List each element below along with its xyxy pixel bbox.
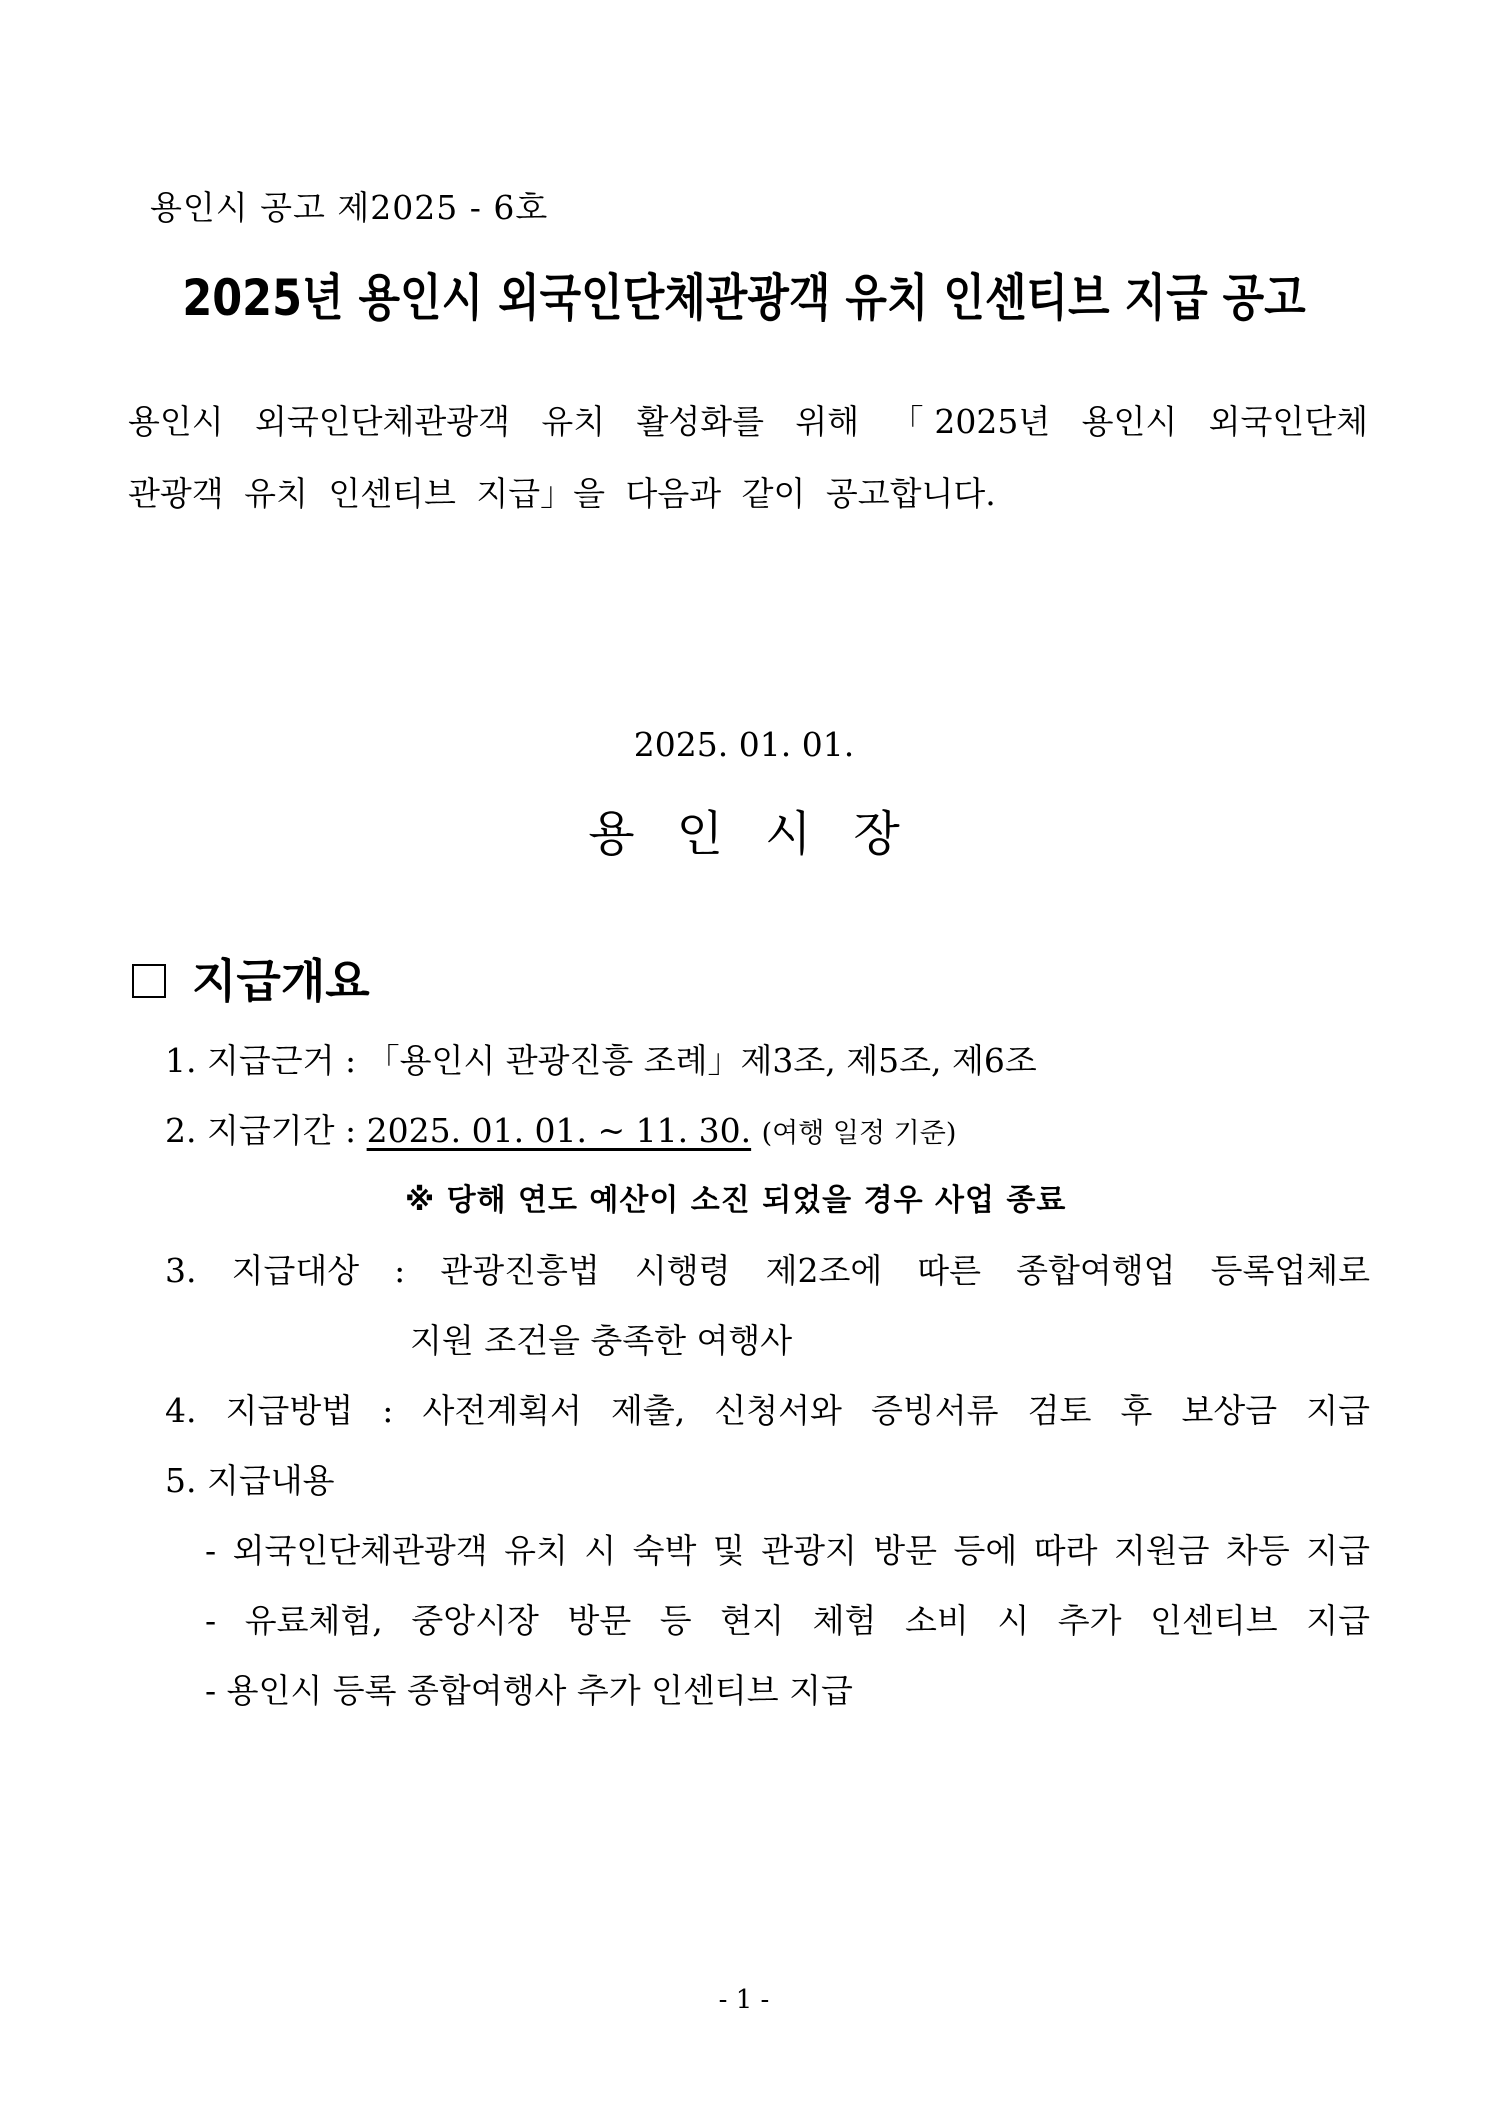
document-title: 2025년 용인시 외국인단체관광객 유치 인센티브 지급 공고 [182, 269, 1306, 327]
item-number: 3. [165, 1251, 197, 1290]
item-target [165, 1245, 1370, 1292]
item-period [165, 1105, 956, 1152]
budget-note: ※ 당해 연도 예산이 소진 되었을 경우 사업 종료 [405, 1183, 1067, 1218]
section-heading [132, 945, 370, 1011]
issuer-name: 용인시장 [588, 806, 942, 862]
checkbox-square-icon [132, 964, 166, 998]
notice-date: 2025. 01. 01. [633, 725, 855, 764]
item-extra: (여행 일정 기준) [761, 1118, 957, 1149]
item-content [165, 1455, 335, 1502]
item-label: 지급대상 : [231, 1251, 406, 1290]
item-basis [165, 1035, 1037, 1082]
item-number: 1. [165, 1041, 197, 1080]
item-method [165, 1385, 1370, 1432]
intro-line-1: 용인시 외국인단체관광객 유치 활성화를 위해 「2025년 용인시 외국인단체 [128, 402, 1368, 441]
item-number: 5. [165, 1461, 197, 1500]
item-label: 지급기간 : [207, 1111, 357, 1150]
item-value: 사전계획서 제출, 신청서와 증빙서류 검토 후 보상금 지급 [422, 1391, 1370, 1430]
item-label: 지급방법 : [225, 1391, 394, 1430]
content-subitem: - 유료체험, 중앙시장 방문 등 현지 체험 소비 시 추가 인센티브 지급 [205, 1601, 1370, 1640]
intro-line-2: 관광객 유치 인센티브 지급」을 다음과 같이 공고합니다. [128, 474, 996, 513]
notice-number: 용인시 공고 제2025 - 6호 [150, 188, 549, 227]
item-number: 2. [165, 1111, 197, 1150]
item-number: 4. [165, 1391, 197, 1430]
content-subitem: - 외국인단체관광객 유치 시 숙박 및 관광지 방문 등에 따라 지원금 차등 지급 [205, 1531, 1370, 1570]
item-value: 관광진흥법 시행령 제2조에 따른 종합여행업 등록업체로 [440, 1251, 1371, 1290]
item-label: 지급근거 : [207, 1041, 357, 1080]
content-subitem: - 용인시 등록 종합여행사 추가 인센티브 지급 [205, 1671, 853, 1710]
item-value: 2025. 01. 01. ~ 11. 30. [366, 1111, 752, 1150]
item-label: 지급내용 [207, 1461, 335, 1500]
page-number: - 1 - [718, 1985, 770, 2015]
section-heading-text: 지급개요 [192, 954, 370, 1008]
item-target-continued: 지원 조건을 충족한 여행사 [410, 1321, 793, 1360]
item-value: 「용인시 관광진흥 조례」제3조, 제5조, 제6조 [366, 1041, 1037, 1080]
